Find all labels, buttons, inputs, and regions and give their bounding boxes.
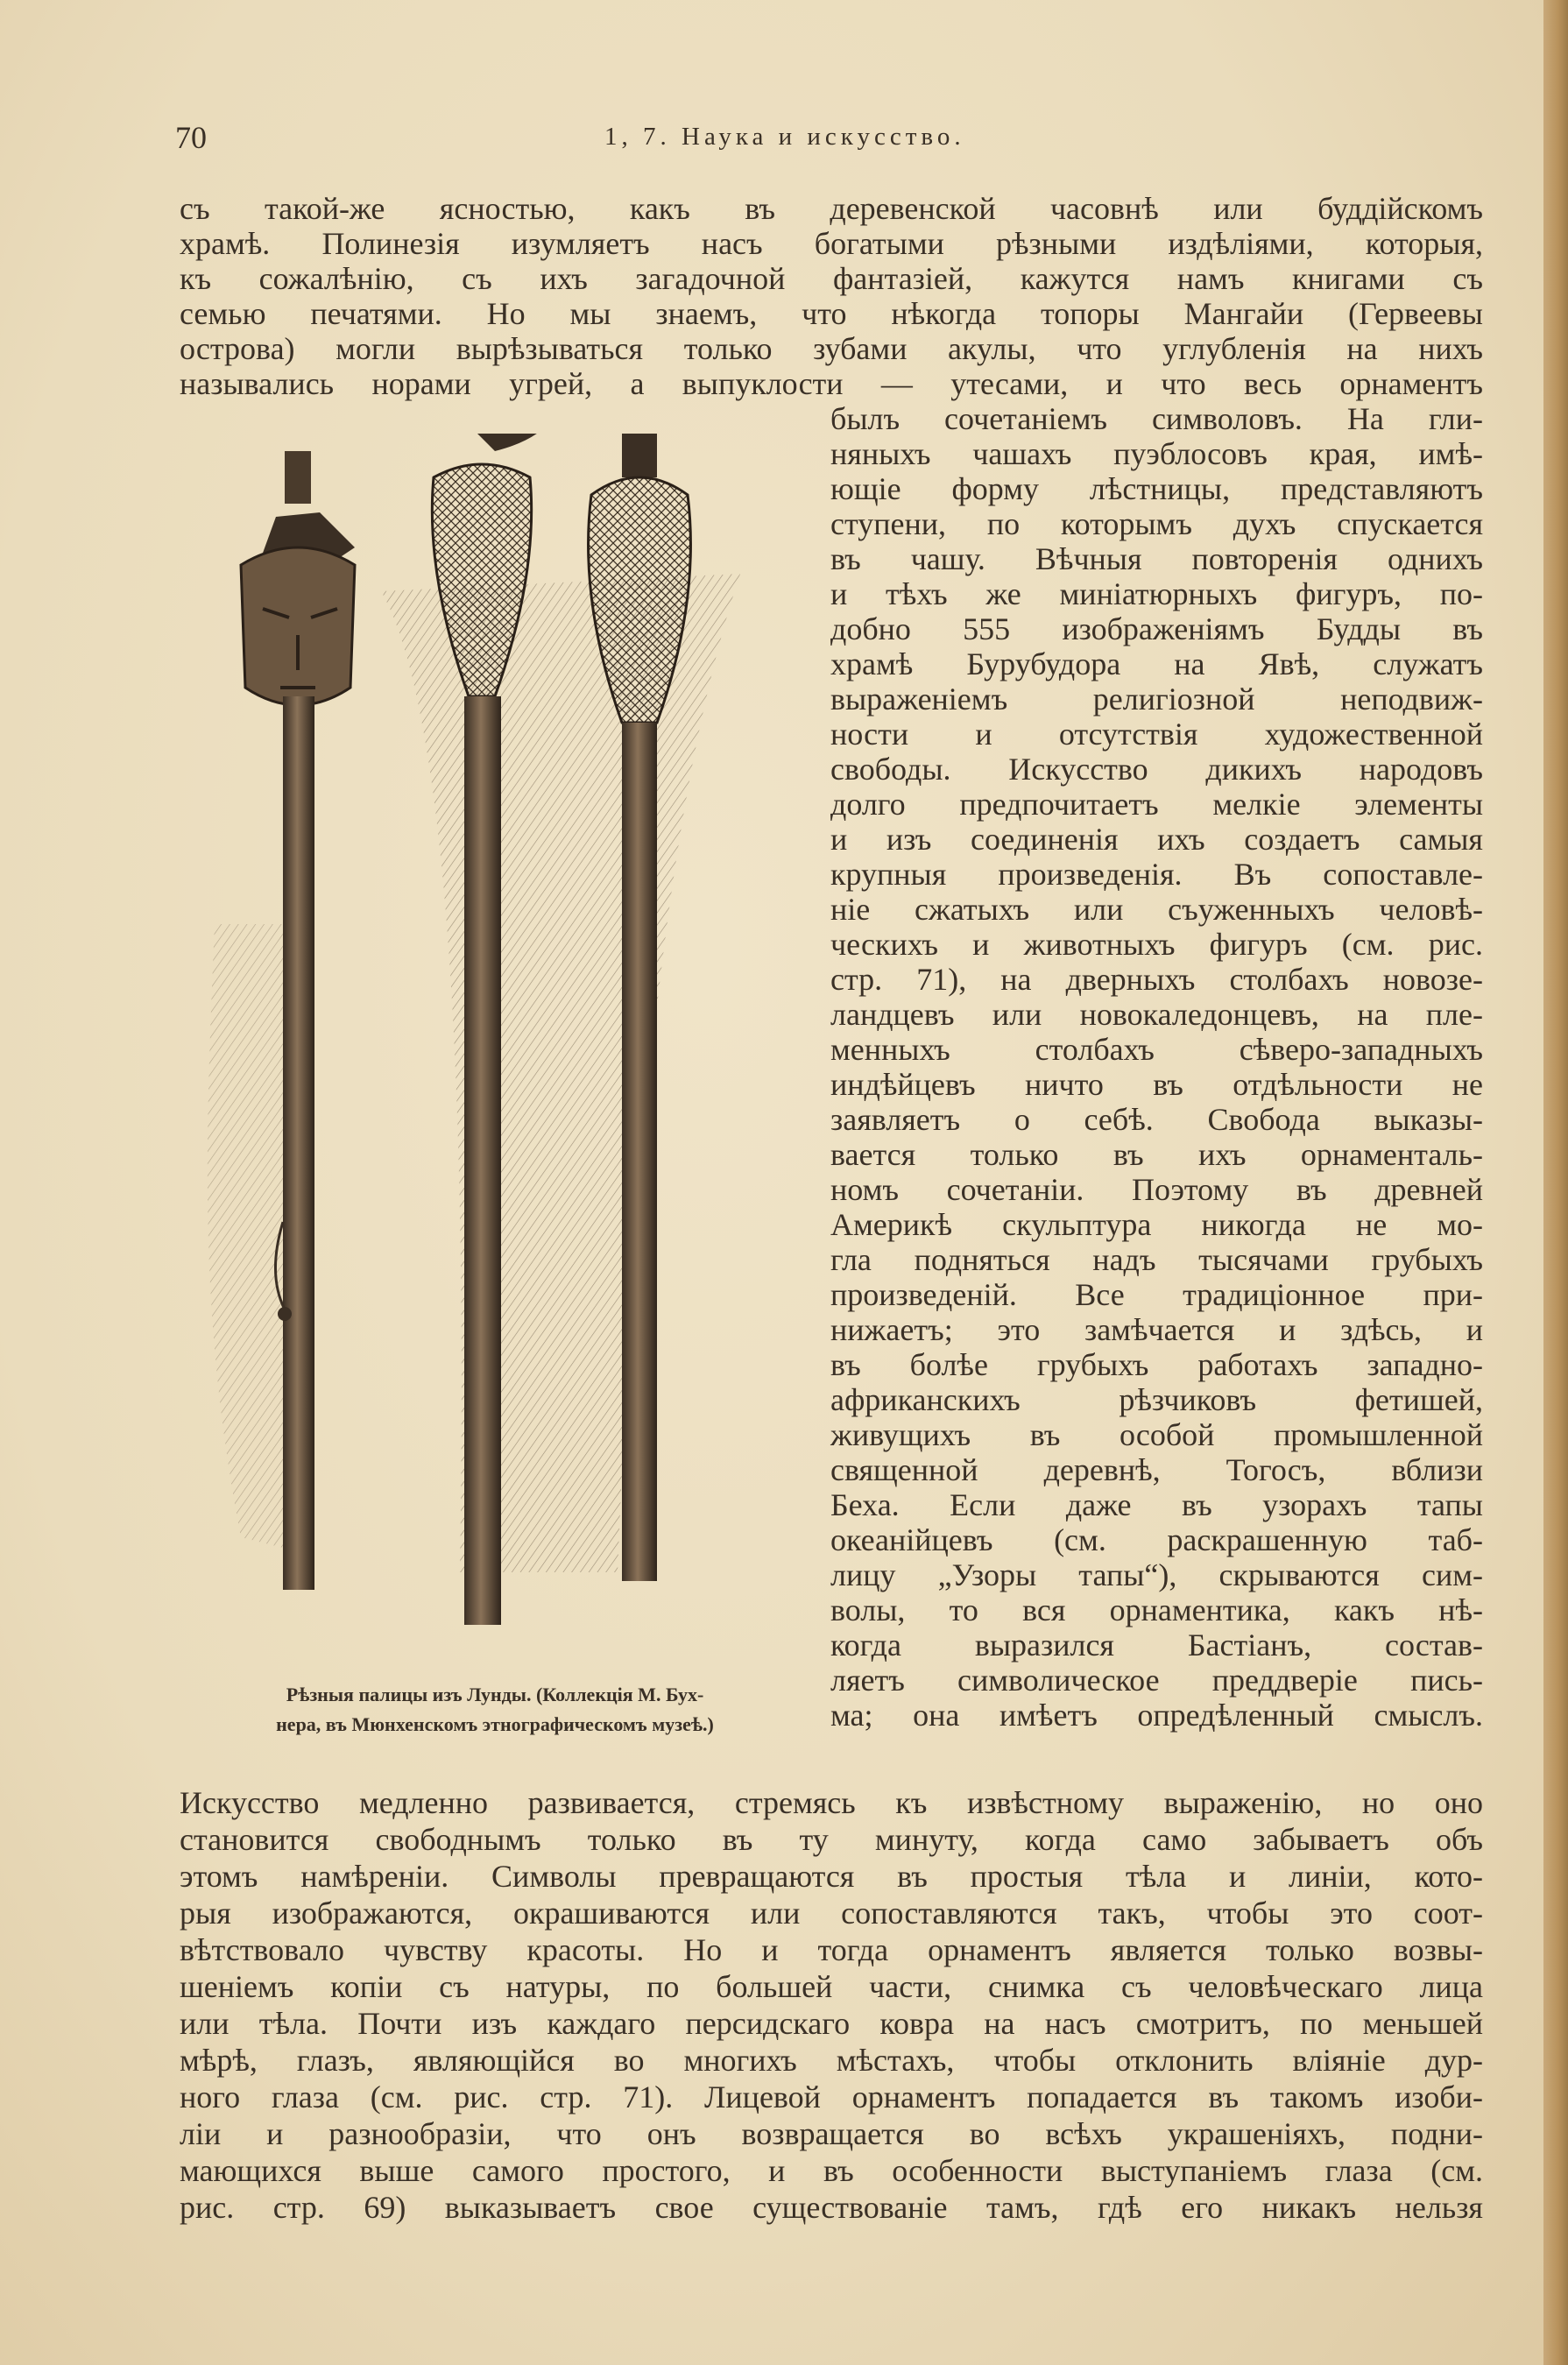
text-line: ма; она имѣетъ опредѣленный смыслъ. [830, 1698, 1483, 1733]
text-line: волы, то вся орнаментика, какъ нѣ- [830, 1592, 1483, 1627]
text-line: номъ сочетаніи. Поэтому въ древней [830, 1172, 1483, 1207]
text-line: или тѣла. Почти изъ каждаго персидскаго ковра на насъ смотритъ, по меньшей [180, 2006, 1483, 2041]
text-line: когда выразился Бастіанъ, состав- [830, 1627, 1483, 1663]
text-line: былъ сочетаніемъ символовъ. На гли- [830, 401, 1483, 436]
page-edge [1543, 0, 1568, 2365]
text-line: свободы. Искусство дикихъ народовъ [830, 752, 1483, 787]
running-title: 1, 7. Наука и искусство. [604, 123, 965, 151]
text-line: заявляетъ о себѣ. Свобода выказы- [830, 1102, 1483, 1137]
text-line: съ такой-же ясностью, какъ въ деревенской часовнѣ или буддійскомъ [180, 191, 1483, 226]
text-line: ніе сжатыхъ или съуженныхъ человѣ- [830, 892, 1483, 927]
caption-line: нера, въ Мюнхенскомъ этнографическомъ музеѣ.) [276, 1713, 714, 1735]
text-line: живущихъ въ особой промышленной [830, 1417, 1483, 1452]
text-line: и тѣхъ же миніатюрныхъ фигуръ, по- [830, 576, 1483, 611]
text-line: шеніемъ копіи съ натуры, по большей части, снимка съ человѣческаго лица [180, 1969, 1483, 2004]
text-line: и изъ соединенія ихъ создаетъ самыя [830, 822, 1483, 857]
text-line: индѣйцевъ ничто въ отдѣльности не [830, 1067, 1483, 1102]
figure-caption [180, 1680, 810, 1740]
text-line: няныхъ чашахъ пуэблосовъ края, имѣ- [830, 436, 1483, 471]
text-line: крупныя произведенія. Въ сопоставле- [830, 857, 1483, 892]
text-line: этомъ намѣреніи. Символы превращаются въ простыя тѣла и линіи, кото- [180, 1859, 1483, 1894]
text-line: рыя изображаются, окрашиваются или сопоставляются такъ, чтобы это соот- [180, 1896, 1483, 1931]
page-header [0, 119, 1568, 154]
carved-clubs-illustration [180, 434, 810, 1677]
text-line: храмѣ. Полинезія изумляетъ насъ богатыми рѣзными издѣліями, которыя, [180, 226, 1483, 261]
text-line: храмѣ Бурубудора на Явѣ, служатъ [830, 646, 1483, 681]
text-line: вается только въ ихъ орнаменталь- [830, 1137, 1483, 1172]
text-line: въ болѣе грубыхъ работахъ западно- [830, 1347, 1483, 1382]
text-line: ліи и разнообразіи, что онъ возвращается во всѣхъ украшеніяхъ, подни- [180, 2116, 1483, 2151]
text-line: рис. стр. 69) выказываетъ свое существованіе тамъ, гдѣ его никакъ нельзя [180, 2190, 1483, 2225]
text-line: выраженіемъ религіозной неподвиж- [830, 681, 1483, 717]
text-line: ющіе форму лѣстницы, представляютъ [830, 471, 1483, 506]
text-line: ландцевъ или новокаледонцевъ, на пле- [830, 997, 1483, 1032]
text-line: африканскихъ рѣзчиковъ фетишей, [830, 1382, 1483, 1417]
text-line: ческихъ и животныхъ фигуръ (см. рис. [830, 927, 1483, 962]
text-line: Искусство медленно развивается, стремясь къ извѣстному выраженію, но оно [180, 1785, 1483, 1820]
text-line: ступени, по которымъ духъ спускается [830, 506, 1483, 541]
text-line: нижаетъ; это замѣчается и здѣсь, и [830, 1312, 1483, 1347]
text-line: къ сожалѣнію, съ ихъ загадочной фантазіей, кажутся намъ книгами съ [180, 261, 1483, 296]
text-line: лицу „Узоры тапы“), скрываются сим- [830, 1557, 1483, 1592]
text-line: стр. 71), на дверныхъ столбахъ новозе- [830, 962, 1483, 997]
text-line: вѣтствовало чувству красоты. Но и тогда орнаментъ является только возвы- [180, 1932, 1483, 1967]
text-line: назывались норами угрей, а выпуклости — утесами, и что весь орнаментъ [180, 366, 1483, 401]
text-line: ности и отсутствія художественной [830, 717, 1483, 752]
text-line: Беха. Если даже въ узорахъ тапы [830, 1487, 1483, 1522]
text-line: ного глаза (см. рис. стр. 71). Лицевой орнаментъ попадается въ такомъ изоби- [180, 2079, 1483, 2114]
text-line: въ чашу. Вѣчныя повторенія однихъ [830, 541, 1483, 576]
text-line: ляетъ символическое преддверіе пись- [830, 1663, 1483, 1698]
text-line: долго предпочитаетъ мелкіе элементы [830, 787, 1483, 822]
text-line: произведеній. Все традиціонное при- [830, 1277, 1483, 1312]
text-line: мающихся выше самого простого, и въ особенности выступаніемъ глаза (см. [180, 2153, 1483, 2188]
text-line: острова) могли вырѣзываться только зубами акулы, что углубленія на нихъ [180, 331, 1483, 366]
caption-line: Рѣзныя палицы изъ Лунды. (Коллекція М. Бух- [286, 1684, 704, 1705]
text-line: гла подняться надъ тысячами грубыхъ [830, 1242, 1483, 1277]
figure-carved-clubs [180, 434, 810, 1677]
text-line: мѣрѣ, глазъ, являющійся во многихъ мѣстахъ, чтобы отклонить вліяніе дур- [180, 2043, 1483, 2078]
text-line: семью печатями. Но мы знаемъ, что нѣкогда топоры Мангайи (Гервеевы [180, 296, 1483, 331]
text-line: священной деревнѣ, Тогосъ, вблизи [830, 1452, 1483, 1487]
text-line: добно 555 изображеніямъ Будды въ [830, 611, 1483, 646]
page-number: 70 [175, 120, 207, 155]
text-line: Америкѣ скульптура никогда не мо- [830, 1207, 1483, 1242]
text-line: менныхъ столбахъ сѣверо-западныхъ [830, 1032, 1483, 1067]
text-line: становится свободнымъ только въ ту минуту, когда само забываетъ объ [180, 1822, 1483, 1857]
text-line: океанійцевъ (см. раскрашенную таб- [830, 1522, 1483, 1557]
